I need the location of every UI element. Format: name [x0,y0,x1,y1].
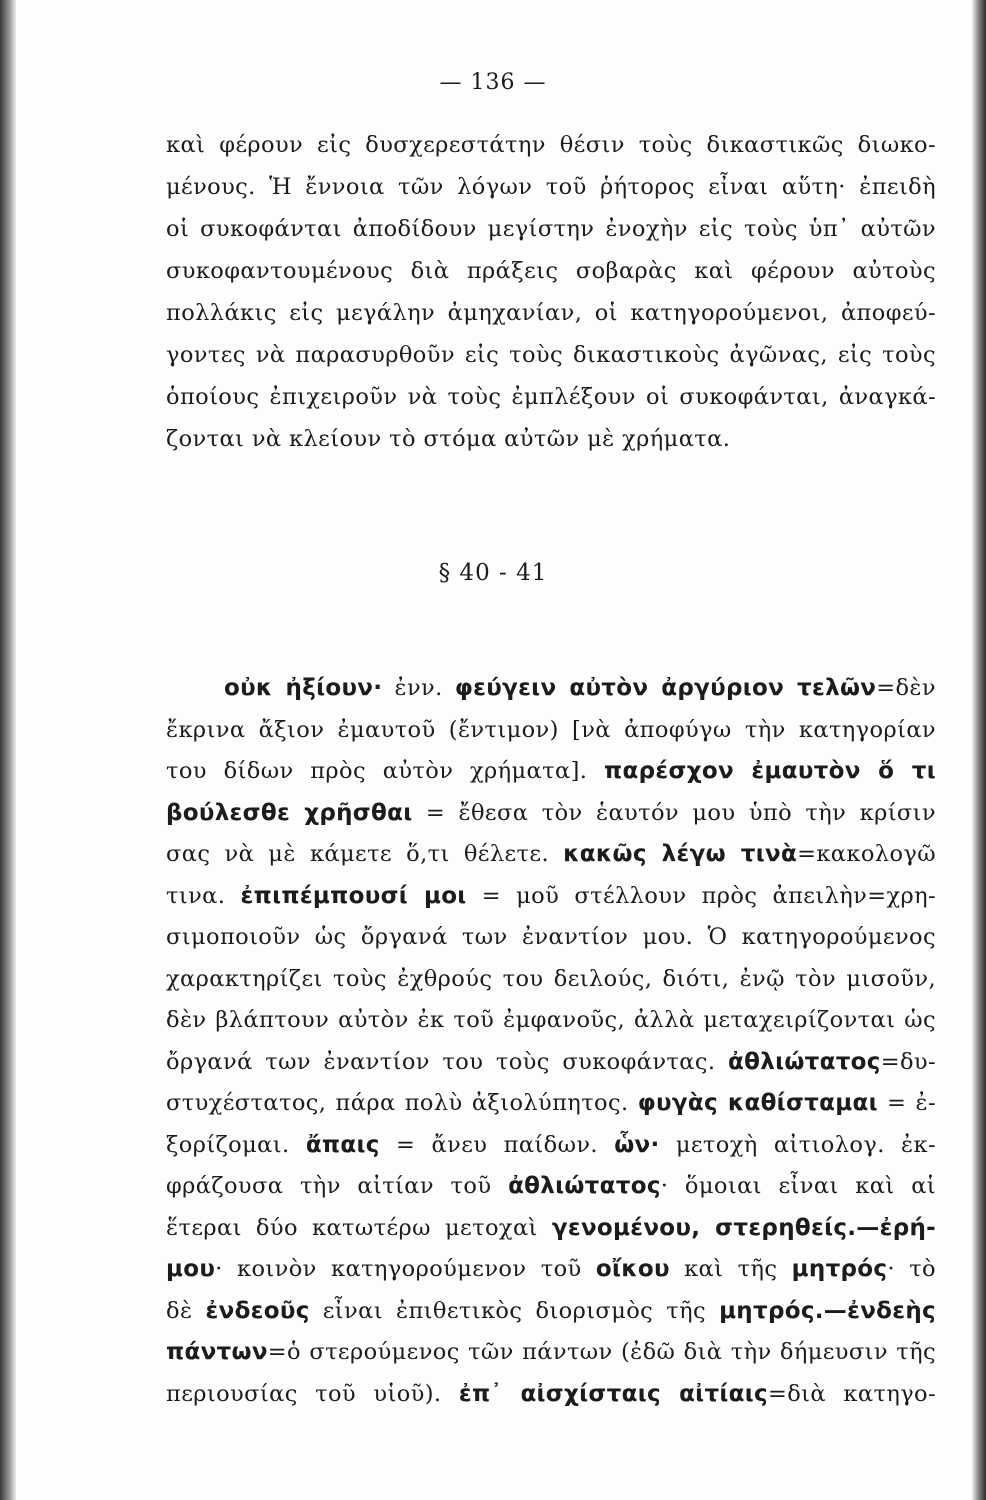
text-line [166,1166,936,1208]
text-line [166,1083,936,1125]
text-run: =κακολογῶ [797,841,936,867]
bold-term: μου [166,1256,216,1282]
text-run: =διὰ κατηγο- [767,1380,936,1407]
bold-term: φυγὰς καθίσταμαι [637,1090,878,1116]
paragraph-glossary [166,668,936,1415]
bold-term: πάντων [166,1339,268,1365]
text-line [166,1000,936,1042]
bold-term: μητρός [791,1256,888,1282]
bold-term: ἐνδεοῦς [205,1297,310,1324]
text-line [166,834,936,876]
text-line: γοντες νὰ παρασυρθοῦν εἰς τοὺς δικαστικοὺς ἀγῶνας, εἰς τοὺς [166,342,936,368]
text-run: =δυ- [880,1048,936,1075]
section-heading: § 40 - 41 [438,560,548,586]
text-line: οἱ συκοφάνται ἀποδίδουν μεγίστην ἐνοχὴν εἰς τοὺς ὑπ᾽ αὐτῶν [166,216,936,242]
text-run: δὲν βλάπτουν αὐτὸν ἐκ τοῦ ἐμφανοῦς, ἀλλὰ μεταχειρίζονται ὡς [166,1007,936,1033]
text-line: καὶ φέρουν εἰς δυσχερεστάτην θέσιν τοὺς δικαστικῶς διωκο- [166,132,936,158]
text-run: εἶναι ἐπιθετικὸς διορισμὸς τῆς [309,1297,720,1324]
text-line: πολλάκις εἰς μεγάλην ἀμηχανίαν, οἱ κατηγορούμενοι, ἀποφεύ- [166,300,936,326]
text-line [166,1332,936,1374]
text-line [166,917,936,959]
text-run: =ὁ στερούμενος τῶν πάντων (ἐδῶ διὰ τὴν δήμευσιν τῆς [267,1339,936,1365]
text-line [166,751,936,793]
bold-term: ἐπιπέμπουσί μοι [240,882,467,909]
text-line [166,668,936,710]
text-line [166,959,936,1001]
scan-edge-left [0,0,16,1500]
bold-term: ἀθλιώτατος [508,1173,661,1199]
text-line [166,1042,936,1084]
paragraph-commentary-top [166,124,936,460]
text-run: · τὸ [887,1256,936,1282]
bold-term: μητρός.—ἐνδεὴς [719,1297,936,1324]
page-number: — 136 — [439,70,547,95]
bold-term: γενομένου, στερηθείς.—ἐρή- [551,1214,936,1241]
text-line [166,1125,936,1167]
text-line [166,793,936,835]
text-run: = ἐ- [877,1090,936,1116]
text-run: = μοῦ στέλλουν πρὸς ἀπειλὴν=χρη- [466,882,936,909]
bold-term: ἄπαις [305,1131,380,1158]
bold-term: ἀθλιώτατος [728,1048,881,1075]
bold-term: φεύγειν αὐτὸν ἀργύριον τελῶν [454,675,877,701]
text-run: σας νὰ μὲ κάμετε ὅ,τι θέλετε. [166,841,564,867]
bold-term: οὐκ ἠξίουν· [224,675,383,701]
text-run: = ἄνευ παίδων. [379,1131,615,1158]
text-line [166,1291,936,1333]
scan-edge-right [972,0,986,1500]
bold-term: κακῶς λέγω τινὰ [563,841,798,867]
text-line: ζονται νὰ κλείουν τὸ στόμα αὐτῶν μὲ χρήματα. [166,426,731,452]
text-line [166,876,936,918]
text-run: ὄργανά των ἐναντίον του τοὺς συκοφάντας. [166,1048,729,1075]
text-run: σιμοποιοῦν ὡς ὄργανά των ἐναντίον μου. Ὁ κατηγορούμενος [166,924,936,950]
text-run: ἐνν. [382,675,455,701]
text-line [166,710,936,752]
text-line [166,1208,936,1250]
bold-term: ὧν· [614,1131,660,1158]
text-line: μένους. Ἡ ἔννοια τῶν λόγων τοῦ ῥήτορος εἶναι αὕτη· ἐπειδὴ [166,174,936,200]
text-line [166,1374,936,1416]
text-line: ὁποίους ἐπιχειροῦν νὰ τοὺς ἐμπλέξουν οἱ συκοφάνται, ἀναγκά- [166,384,936,410]
text-run: φράζουσα τὴν αἰτίαν τοῦ [166,1173,509,1199]
text-run: · ὅμοιαι εἶναι καὶ αἱ [660,1173,936,1199]
text-line: συκοφαντουμένους διὰ πράξεις σοβαρὰς καὶ φέρουν αὐτοὺς [166,258,936,284]
text-run: καὶ τῆς [669,1256,792,1282]
bold-term: παρέσχον ἐμαυτὸν ὅ τι [604,758,936,784]
text-run: = ἔθεσα τὸν ἑαυτόν μου ὑπὸ τὴν κρίσιν [412,799,936,826]
bold-term: βούλεσθε χρῆσθαι [166,799,413,826]
text-run: ἕτεραι δύο κατωτέρω μετοχαὶ [166,1214,552,1241]
text-run: χαρακτηρίζει τοὺς ἐχθρούς του δειλούς, διότι, ἐνῷ τὸν μισοῦν, [166,965,936,992]
text-run: ἔκρινα ἄξιον ἐμαυτοῦ (ἔντιμον) [νὰ ἀποφύγω τὴν κατηγορίαν [166,716,936,743]
text-run: · κοινὸν κατηγορούμενον τοῦ [215,1256,596,1282]
text-run: τινα. [166,882,241,909]
bold-term: οἴκου [595,1256,670,1282]
text-run: μετοχὴ αἰτιολογ. ἐκ- [659,1131,936,1158]
text-run: περιουσίας τοῦ υἱοῦ). [166,1380,459,1407]
text-run: =δὲν [876,675,936,701]
text-run: του δίδων πρὸς αὐτὸν χρήματα]. [166,758,605,784]
text-run: δὲ [166,1297,206,1324]
text-run: ξορίζομαι. [166,1131,306,1158]
bold-term: ἐπ᾽ αἰσχίσταις αἰτίαις [458,1380,768,1407]
text-line [166,1249,936,1291]
text-run: στυχέστατος, πάρα πολὺ ἀξιολύπητος. [166,1090,638,1116]
